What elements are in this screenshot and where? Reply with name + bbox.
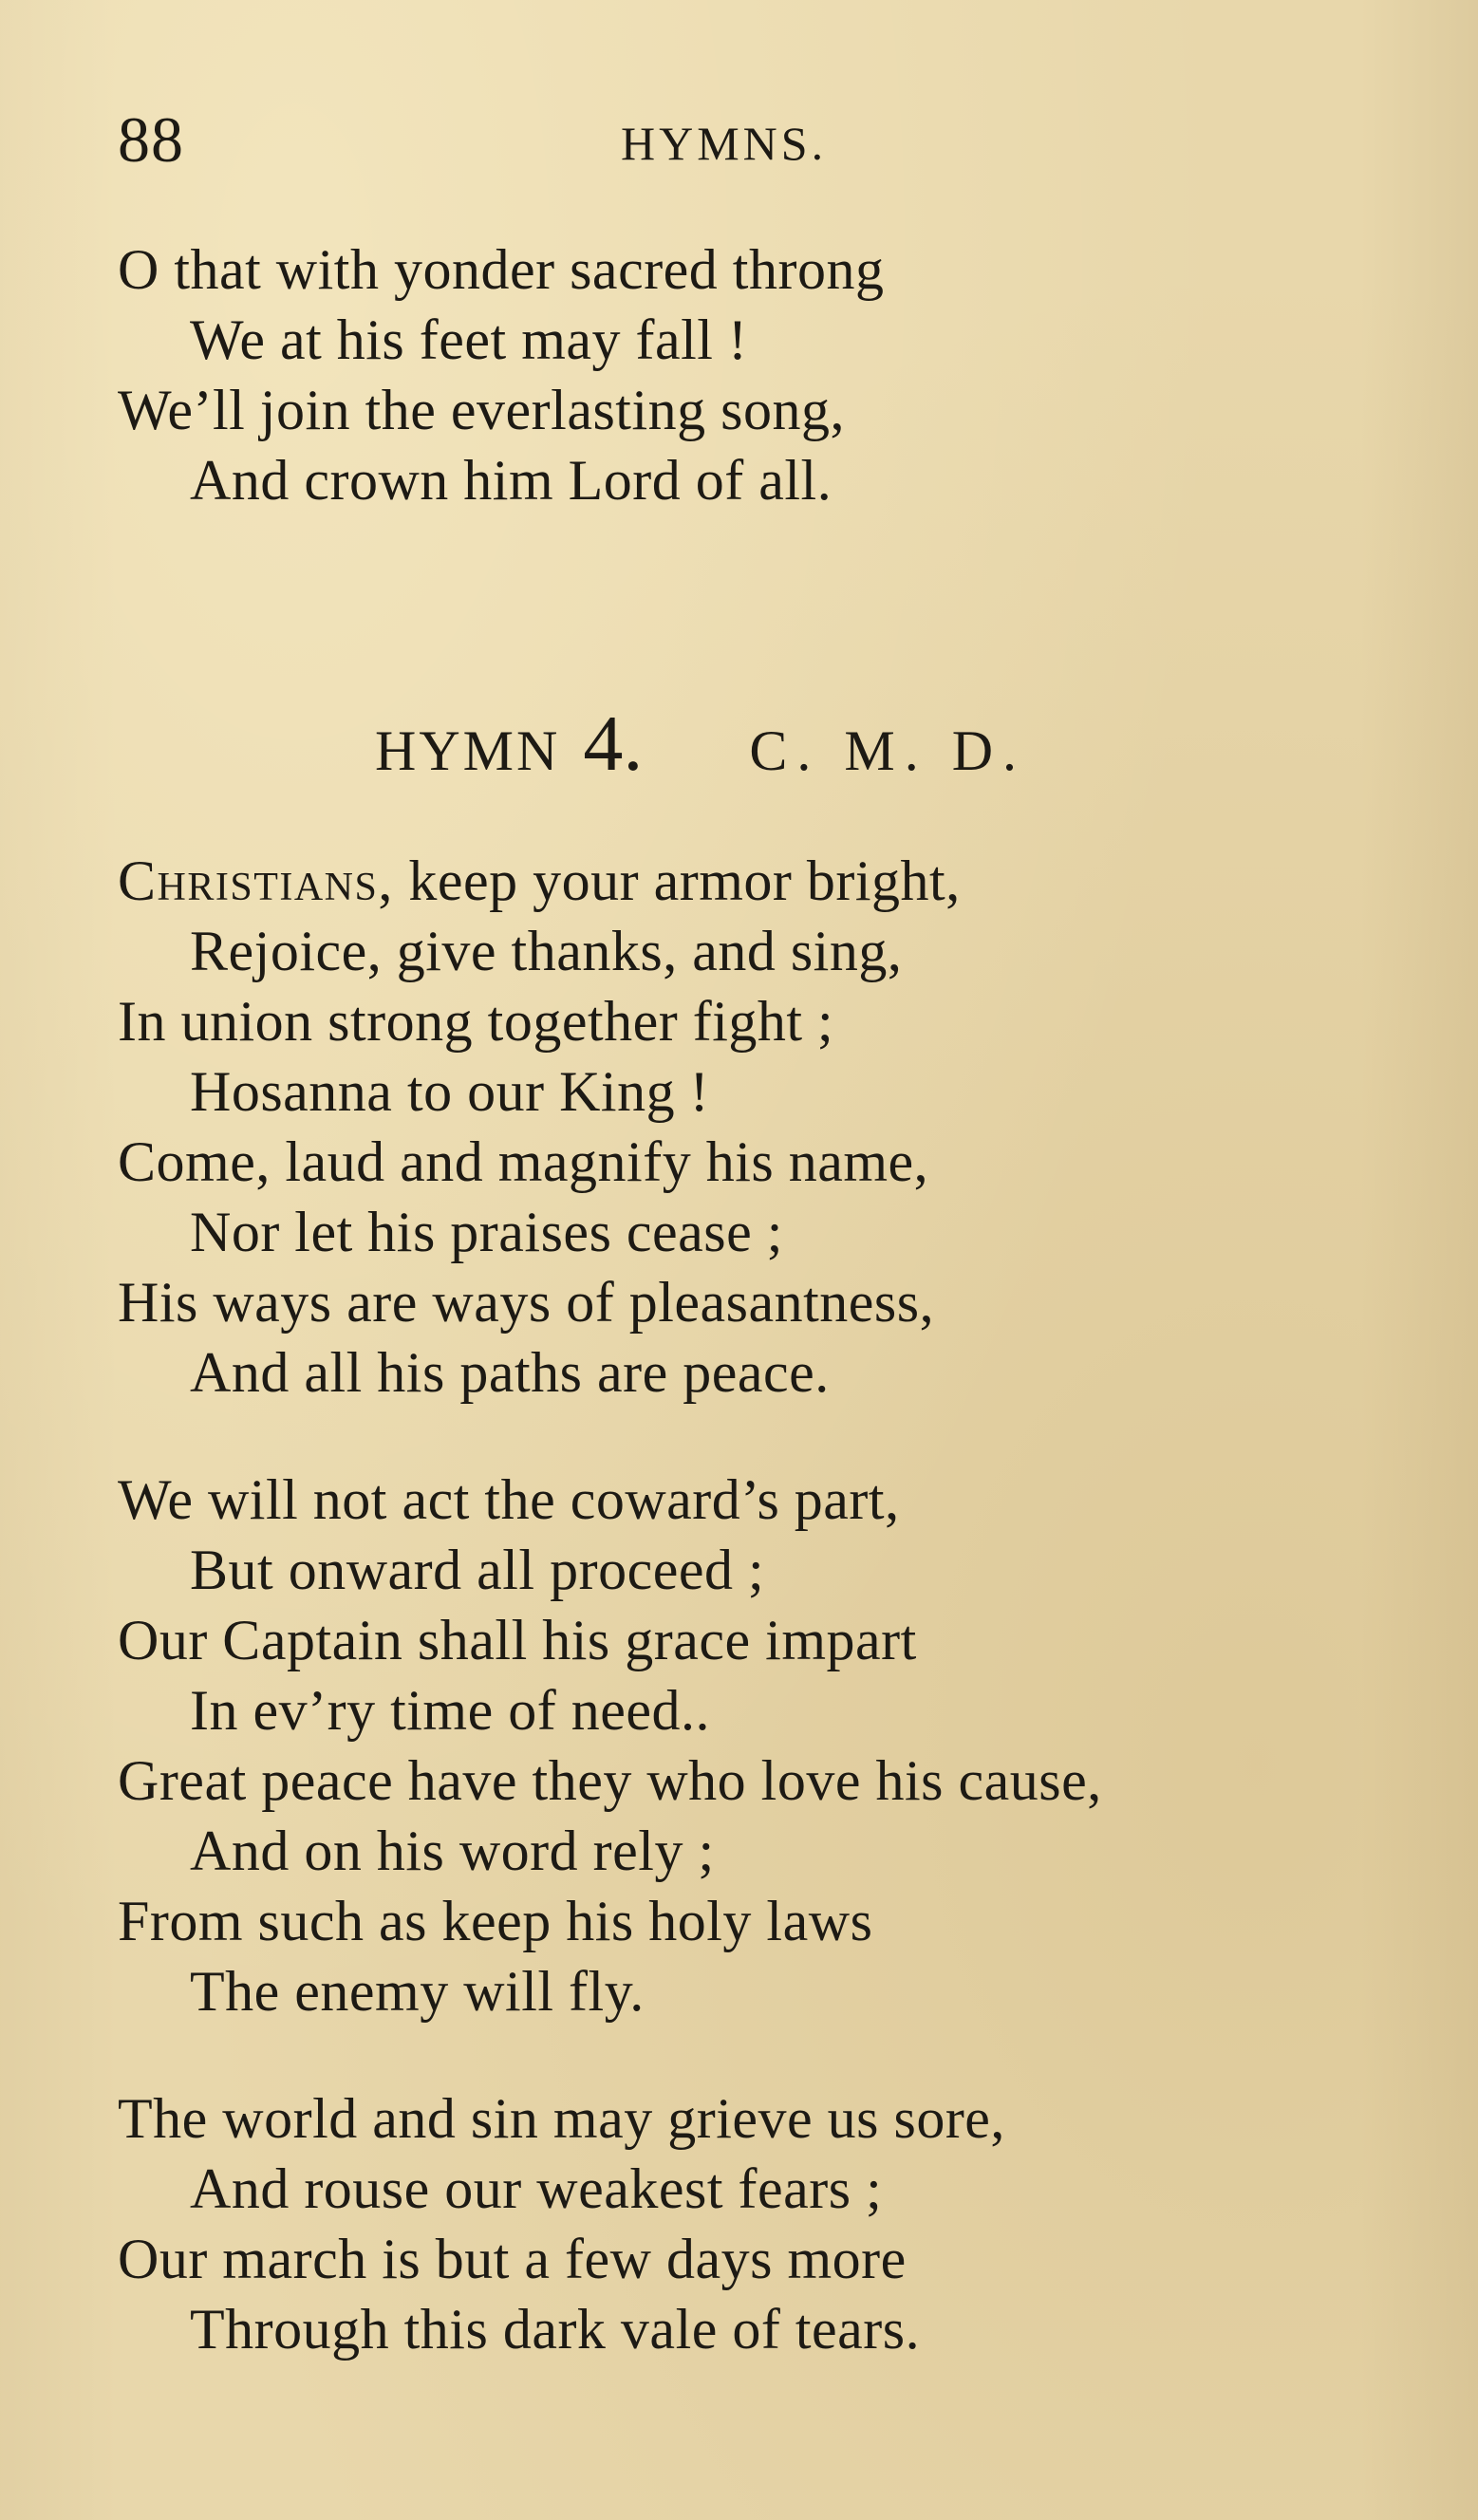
verse-line: Hosanna to our King ! xyxy=(190,1060,710,1123)
page-header xyxy=(118,103,1352,178)
verse-line: Nor let his praises cease ; xyxy=(190,1201,783,1263)
verse-line: The enemy will fly. xyxy=(190,1960,645,2023)
verse-line: We will not act the coward’s part, xyxy=(118,1468,900,1531)
verse-line: His ways are ways of pleasantness, xyxy=(118,1271,935,1334)
hymn-heading xyxy=(375,698,1026,790)
verse-line: And all his paths are peace. xyxy=(190,1341,830,1404)
page-number: 88 xyxy=(118,103,184,176)
verse-line: From such as keep his holy laws xyxy=(118,1890,873,1952)
hymn-number: 4. xyxy=(583,700,644,788)
verse-line: We’ll join the everlasting song, xyxy=(118,379,845,441)
verse-line: Rejoice, give thanks, and sing, xyxy=(190,920,903,982)
verse-line: We at his feet may fall ! xyxy=(190,308,748,371)
verse-line: In union strong together fight ; xyxy=(118,990,834,1053)
verse-line-rest: keep your armor bright, xyxy=(393,849,961,912)
verse-line: And crown him Lord of all. xyxy=(190,449,833,512)
verse-line: And on his word rely ; xyxy=(190,1820,715,1882)
verse-line: Great peace have they who love his cause, xyxy=(118,1749,1102,1812)
verse-line: The world and sin may grieve us sore, xyxy=(118,2087,1005,2150)
hymn-meter: C. M. D. xyxy=(749,719,1027,782)
verse-line: Our march is but a few days more xyxy=(118,2228,907,2290)
verse-line: Come, laud and magnify his name, xyxy=(118,1130,929,1193)
verse-line: O that with yonder sacred throng xyxy=(118,238,885,301)
verse-line: And rouse our weakest fears ; xyxy=(190,2157,883,2220)
hymn-label: HYMN xyxy=(375,719,561,782)
verse-line: Our Captain shall his grace impart xyxy=(118,1609,917,1671)
running-head: HYMNS. xyxy=(621,117,828,170)
verse-line xyxy=(118,847,961,915)
verse-line: In ev’ry time of need.. xyxy=(190,1679,710,1742)
verse-line: But onward all proceed ; xyxy=(190,1539,765,1601)
first-word: Christians, xyxy=(118,849,394,912)
verse-line: Through this dark vale of tears. xyxy=(190,2298,921,2361)
